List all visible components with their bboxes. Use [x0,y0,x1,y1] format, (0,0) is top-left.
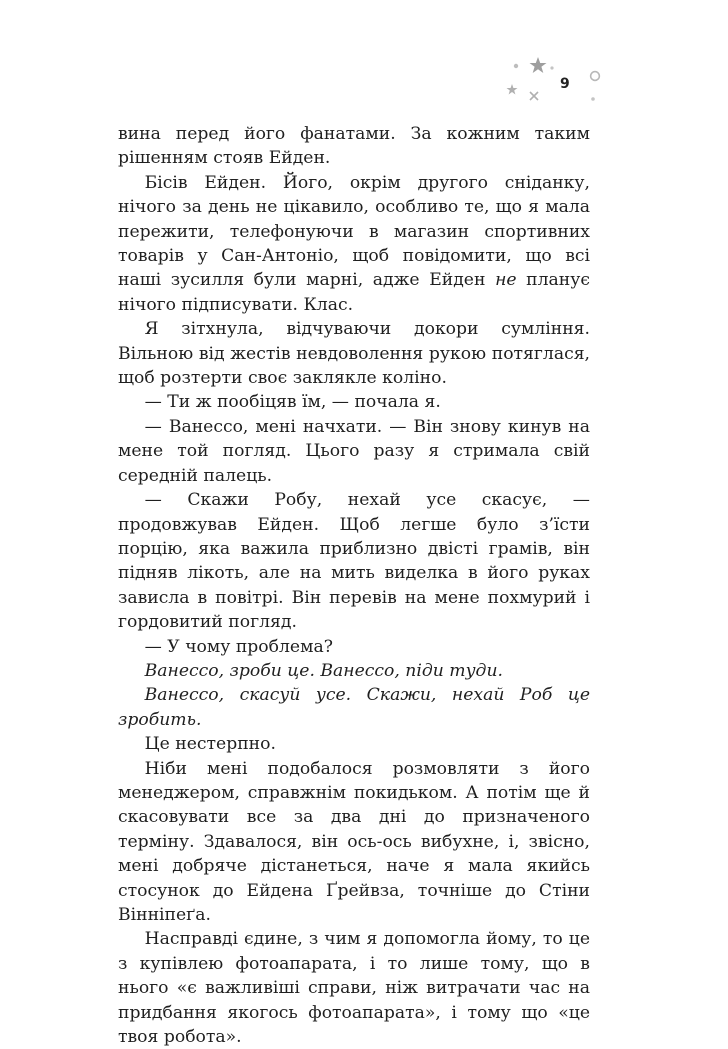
italic-text: Ванессо, скасуй усе. Скажи, нехай Роб це зробить. [118,685,590,730]
paragraph-text: Ніби мені подобалося розмовляти з його менеджером, справжнім покидьком. А потім ще й скасовувати все за два дні до призначеного терміну. Здавалося, він ось-ось вибухне, і, звісно, мені добряче дістанеться, наче я мала якийсь стосунок до Ейдена Ґрейвза, точніше до Стіни Вінніпеґа. [118,758,590,925]
paragraph-text: Бісів Ейден. Його, окрім другого сніданку, нічого за день не цікавило, особливо те, що я мала пережити, телефонуючи в магазин спортивних товарів у Сан-Антоніо, щоб повідомити, що всі наші зусилля були марні, адже Ейден [118,172,590,291]
paragraph [118,122,590,171]
paragraph-text: — У чому проблема? [144,636,333,657]
paragraph [118,635,590,659]
paragraph [118,732,590,756]
italic-text: Ванессо, зроби це. Ванессо, піди туди. [144,660,503,681]
paragraph-text: планує нічого підписувати. Клас. [118,270,590,315]
page-number: 9 [560,76,570,92]
paragraph [118,415,590,488]
paragraph [118,927,590,1049]
paragraph-text: — Ти ж пообіцяв їм, — почала я. [144,392,441,413]
decorative-stars-icon [500,50,610,120]
paragraph [118,171,590,317]
paragraph-text: — Скажи Робу, нехай усе скасує, — продовжував Ейден. Щоб легше було з’їсти порцію, яка важила приблизно двісті грамів, він підняв лікоть, але на мить виделка в його руках зависла в повітрі. Він перевів на мене похмурий і гордовитий погляд. [118,490,590,633]
paragraph [118,488,590,634]
paragraph [118,683,590,732]
paragraph [118,757,590,928]
paragraph-text: Насправді єдине, з чим я допомогла йому, то це з купівлею фотоапарата, і то лише тому, що в нього «є важливіші справи, ніж витрачати час на придбання якогось фотоапарата», і тому що «це твоя робота». [118,929,590,1048]
paragraph-text: Я зітхнула, відчуваючи докори сумління. Вільною від жестів невдоволення рукою потяглася, щоб розтерти своє заклякле коліно. [118,319,590,389]
paragraph-text: вина перед його фанатами. За кожним таким рішенням стояв Ейден. [118,124,590,169]
italic-text: не [495,270,517,291]
paragraph [118,317,590,390]
paragraph-text: Це нестерпно. [144,734,276,755]
paragraph-text: — Ванессо, мені начхати. — Він знову кинув на мене той погляд. Цього разу я стримала свій середній палець. [118,416,590,486]
body-text [118,122,590,1049]
paragraph [118,390,590,414]
paragraph [118,659,590,683]
